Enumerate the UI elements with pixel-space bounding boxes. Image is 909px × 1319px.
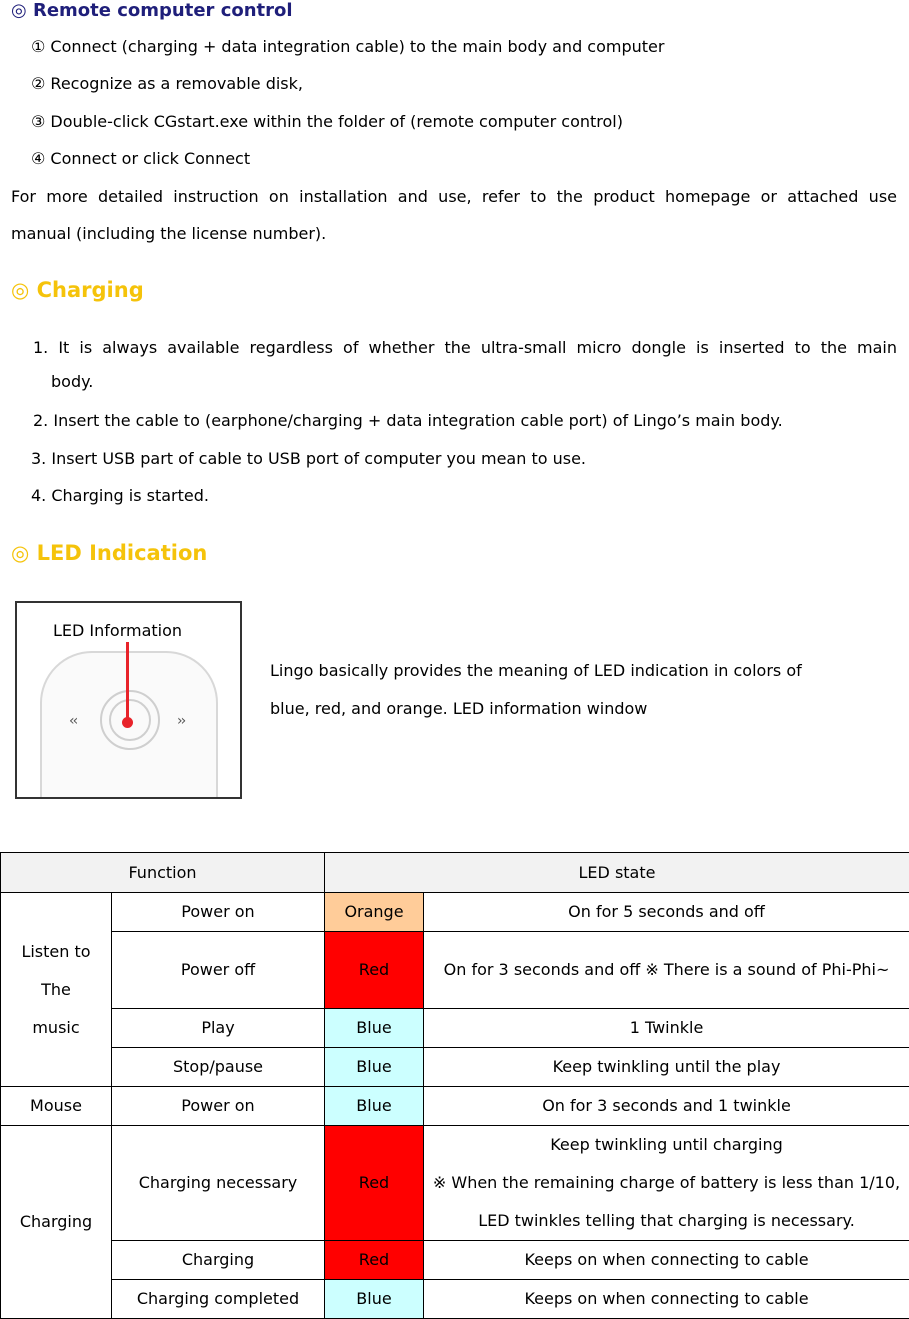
remote-note-line1: For more detailed instruction on installation and use, refer to the product homepage or attached use [11,187,897,207]
row-color: Blue [325,1009,424,1048]
remote-heading: ◎ Remote computer control [11,0,293,21]
remote-step-3: ③ Double-click CGstart.exe within the folder of (remote computer control) [31,112,623,132]
charging-heading: ◎ Charging [11,278,144,302]
group-mouse: Mouse [1,1087,112,1126]
led-desc-line2: blue, red, and orange. LED information window [270,699,647,719]
charging-item-1-line1: 1. It is always available regardless of whether the ultra-small micro dongle is inserted to the main [33,338,897,358]
row-action: Power off [112,932,325,1009]
row-state-line2: ※ When the remaining charge of battery is less than 1/10, LED twinkles telling that charging is necessary. [426,1164,907,1240]
table-row [1,893,909,932]
row-action: Play [112,1009,325,1048]
row-state [424,1126,909,1241]
charging-item-2: 2. Insert the cable to (earphone/charging + data integration cable port) of Lingo’s main body. [33,411,783,431]
table-row [1,1048,909,1087]
chevron-left-icon: ‹‹ [69,713,76,729]
table-row [1,1241,909,1280]
row-color: Orange [325,893,424,932]
header-function: Function [1,853,325,893]
row-color: Blue [325,1087,424,1126]
row-state: On for 3 seconds and off ※ There is a sound of Phi-Phi~ [424,932,909,1009]
table-header-row [1,853,909,893]
led-dot [122,717,133,728]
remote-step-4: ④ Connect or click Connect [31,149,250,169]
charging-item-3: 3. Insert USB part of cable to USB port of computer you mean to use. [31,449,586,469]
chevron-right-icon: ›› [177,713,184,729]
group-listen: Listen to The music [1,893,112,1087]
table-row [1,1280,909,1319]
row-state: Keep twinkling until the play [424,1048,909,1087]
charging-item-1-line2: body. [51,372,93,392]
header-led-state: LED state [325,853,909,893]
row-state: Keeps on when connecting to cable [424,1241,909,1280]
led-desc-line1: Lingo basically provides the meaning of LED indication in colors of [270,661,802,681]
row-color: Blue [325,1280,424,1319]
figure-label: LED Information [53,621,182,640]
row-action: Charging completed [112,1280,325,1319]
row-state: On for 3 seconds and 1 twinkle [424,1087,909,1126]
row-action: Charging necessary [112,1126,325,1241]
led-heading: ◎ LED Indication [11,541,207,565]
led-pointer-line [126,642,129,721]
table-row [1,932,909,1009]
remote-step-1: ① Connect (charging + data integration cable) to the main body and computer [31,37,664,57]
led-figure [15,601,242,799]
row-state: Keeps on when connecting to cable [424,1280,909,1319]
remote-note-line2: manual (including the license number). [11,224,326,244]
row-state: 1 Twinkle [424,1009,909,1048]
row-action: Power on [112,1087,325,1126]
row-state-line1: Keep twinkling until charging [426,1126,907,1164]
table-row [1,1087,909,1126]
row-action: Charging [112,1241,325,1280]
table-row [1,1126,909,1241]
led-table [0,852,909,1319]
remote-step-2: ② Recognize as a removable disk, [31,74,303,94]
row-color: Red [325,1241,424,1280]
row-action: Power on [112,893,325,932]
row-state: On for 5 seconds and off [424,893,909,932]
charging-item-4: 4. Charging is started. [31,486,209,506]
row-action: Stop/pause [112,1048,325,1087]
group-charging: Charging [1,1126,112,1319]
row-color: Red [325,1126,424,1241]
row-color: Red [325,932,424,1009]
table-row [1,1009,909,1048]
row-color: Blue [325,1048,424,1087]
